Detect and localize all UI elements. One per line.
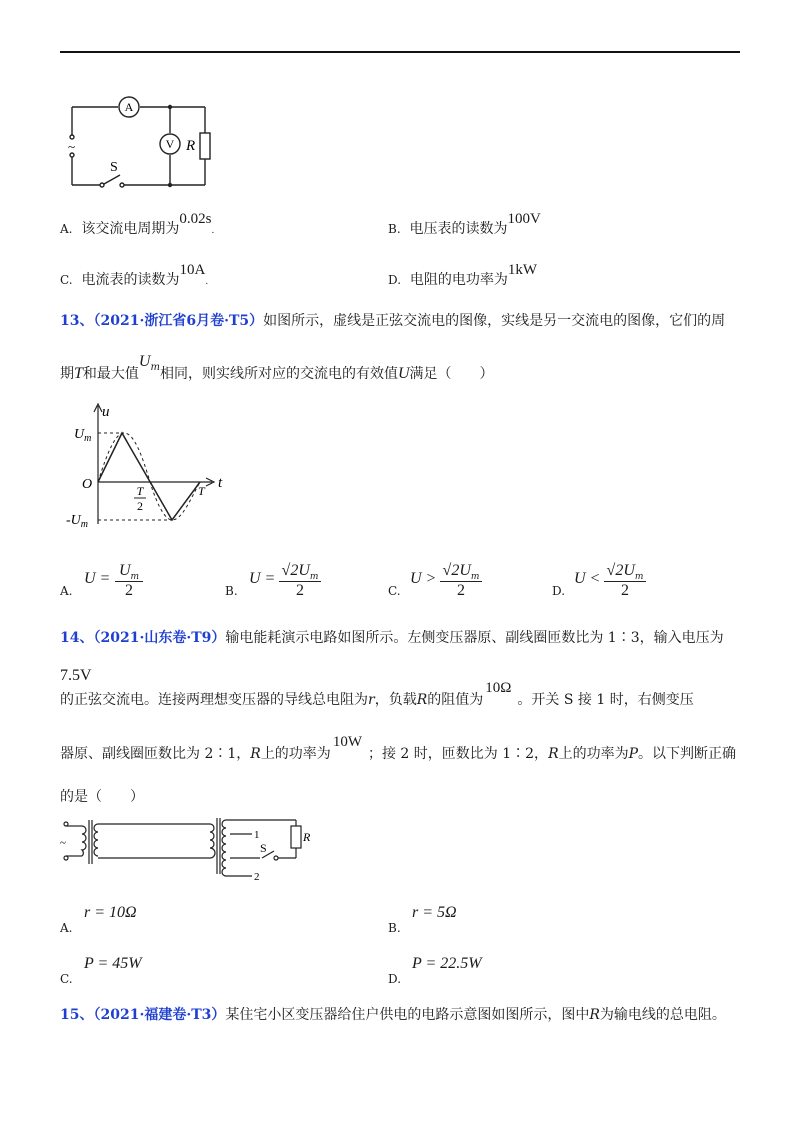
q14-number: 14、: [60, 630, 94, 646]
q14-transformer-circuit: [60, 814, 310, 886]
q14-stem-line1: 14、（2021·山东卷·T9）输电能耗演示电路如图所示。左侧变压器原、副线圈匝数比为 1∶3，输入电压为: [60, 630, 724, 646]
q12-option-c[interactable]: C. 电流表的读数为10A.: [60, 262, 209, 288]
q12-option-d[interactable]: D. 电阻的电功率为1kW: [388, 262, 538, 288]
tap-2-label: 2: [254, 871, 260, 883]
q13-waveform-graph: [62, 400, 242, 530]
q14-voltage: 7.5V: [60, 667, 92, 684]
voltmeter-label: V: [165, 137, 175, 151]
umin-label: $-U_m$: [66, 513, 89, 530]
q14-stem-line4: 的是（ ）: [60, 789, 144, 805]
resistor-label: R: [186, 138, 196, 154]
origin-label: O: [82, 477, 93, 492]
q14-resistor-label: R: [303, 830, 311, 844]
switch-label: S: [110, 160, 118, 175]
half-period-num: T: [136, 484, 144, 498]
q12-circuit-diagram: [60, 95, 220, 195]
q13-source: （2021·浙江省6月卷·T5）: [93, 313, 264, 329]
tap-1-label: 1: [254, 829, 260, 841]
half-period-den: 2: [137, 499, 143, 513]
q14-ac-source-symbol: ~: [60, 837, 66, 849]
ac-source-symbol: ~: [68, 139, 76, 154]
q13-stem-line2: 期T和最大值$U_m$相同，则实线所对应的交流电的有效值U满足（ ）: [60, 353, 494, 382]
header-rule: [60, 51, 740, 53]
period-label: T: [198, 484, 205, 498]
q15-source: （2021·福建卷·T3）: [93, 1007, 226, 1023]
q12-option-b[interactable]: B. 电压表的读数为100V: [388, 211, 541, 237]
q14-source: （2021·山东卷·T9）: [93, 630, 226, 646]
q15-number: 15、: [60, 1007, 94, 1023]
q14-stem-line3: 器原、副线圈匝数比为 2∶1，R上的功率为10W；接 2 时，匝数比为 1∶2，R上的功率为P。以下判断正确: [60, 734, 737, 762]
q14-stem-line2: 的正弦交流电。连接两理想变压器的导线总电阻为r，负载R的阻值为10Ω。开关 S 接 1 时，右侧变压: [60, 680, 694, 708]
q14-switch-label: S: [260, 841, 267, 855]
ammeter-label: A: [124, 100, 134, 114]
q12-option-a[interactable]: A. 该交流电周期为0.02s.: [60, 211, 215, 237]
axis-u-label: u: [102, 404, 110, 420]
axis-t-label: t: [218, 475, 223, 491]
q13-number: 13、: [60, 313, 94, 329]
q13-stem-line1: 13、（2021·浙江省6月卷·T5）如图所示，虚线是正弦交流电的图像，实线是另一交流电的图像，它们的周: [60, 313, 726, 329]
q15-stem: 15、（2021·福建卷·T3）某住宅小区变压器给住户供电的电路示意图如图所示，图中R为输电线的总电阻。: [60, 1007, 726, 1023]
umax-label: $U_m$: [74, 427, 92, 444]
